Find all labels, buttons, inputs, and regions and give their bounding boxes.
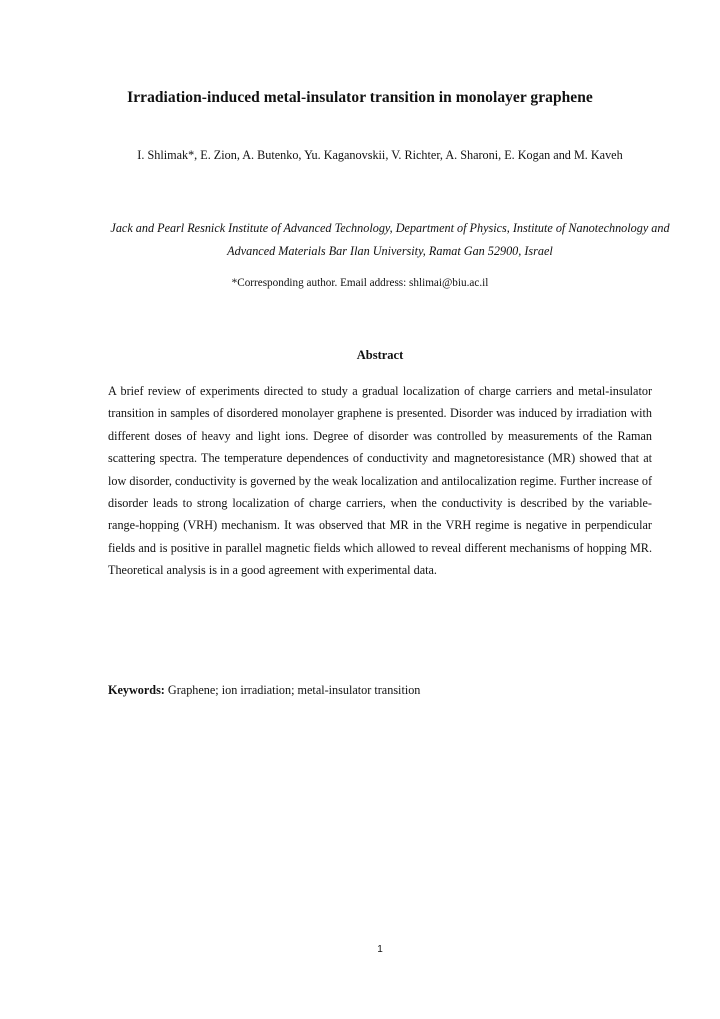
corresponding-author: *Corresponding author. Email address: shlimai@biu.ac.il: [231, 277, 489, 289]
author-list: I. Shlimak*, E. Zion, A. Butenko, Yu. Kaganovskii, V. Richter, A. Sharoni, E. Kogan and M. Kaveh: [137, 148, 623, 162]
paper-title: Irradiation-induced metal-insulator transition in monolayer graphene: [127, 89, 593, 106]
abstract-text: A brief review of experiments directed to study a gradual localization of charge carriers and metal-insulator transition in samples of disordered monolayer graphene is presented. Disorder was induced by irradiation with different doses of heavy and light ions. Degree of disorder was controlled by measurements of the Raman scattering spectra. The temperature dependences of conductivity and magnetoresistance (MR) showed that at low disorder, conductivity is governed by the weak localization and antilocalization regime. Further increase of disorder leads to strong localization of charge carriers, when the conductivity is described by the variable-range-hopping (VRH) mechanism. It was observed that MR in the VRH regime is negative in perpendicular fields and is positive in parallel magnetic fields which allowed to reveal different mechanisms of hopping MR. Theoretical analysis is in a good agreement with experimental data.: [108, 384, 652, 578]
keywords: [108, 683, 652, 698]
affiliation: Jack and Pearl Resnick Institute of Advanced Technology, Department of Physics, Institute of Nanotechnology and Advanced Materials Bar Ilan University, Ramat Gan 52900, Israel: [110, 221, 670, 258]
page-number: 1: [377, 944, 383, 955]
keywords-label: Keywords:: [108, 683, 165, 697]
keywords-text: Graphene; ion irradiation; metal-insulator transition: [167, 683, 421, 697]
abstract-heading: Abstract: [356, 348, 404, 362]
